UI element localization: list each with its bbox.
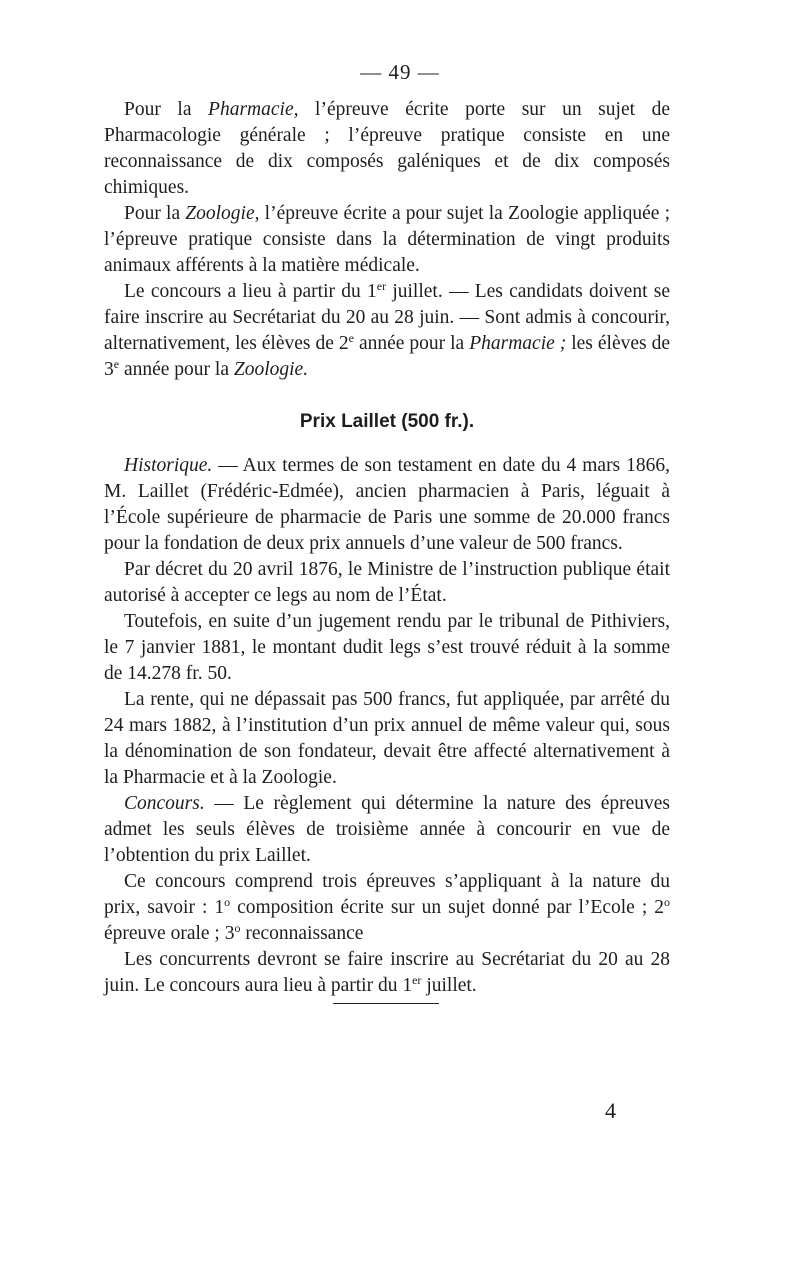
section-heading-prix-laillet: Prix Laillet (500 fr.). [299,411,475,432]
emphasis-zoologie: Zoologie, [185,203,260,224]
emphasis-concours: Concours. [124,793,205,814]
paragraph-pharmacie-epreuve: Pour la Pharmacie, l’épreuve écrite porte sur un sujet de Pharmacologie générale ; l’épreuve pratique consiste en une reconnaissance de dix composés galéniques et de dix composés chimiques. [104,99,670,198]
paragraph-concours-reglement: Concours. — Le règlement qui détermine la nature des épreuves admet les seuls élèves de troisième année à concourir en vue de l’obtention du prix Laillet. [104,793,670,866]
paragraph-jugement: Toutefois, en suite d’un jugement rendu par le tribunal de Pithiviers, le 7 janvier 1881, le montant dudit legs s’est trouvé réduit à la somme de 14.278 fr. 50. [104,611,670,684]
page-number: — 49 — [360,60,440,84]
paragraph-decret: Par décret du 20 avril 1876, le Ministre de l’instruction publique était autorisé à accepter ce legs au nom de l’État. [104,559,670,606]
paragraph-concours-dates: Le concours a lieu à partir du 1er juillet. — Les candidats doivent se faire inscrire au Secrétariat du 20 au 28 juin. — Sont admis à concourir, alternativement, les élèves de 2e année pour la Pharmacie ; les élèves de 3e année pour la Zoologie. [104,279,670,380]
horizontal-rule [333,1003,439,1004]
emphasis-pharmacie: Pharmacie, [208,99,299,120]
paragraph-rente: La rente, qui ne dépassait pas 500 francs, fut appliquée, par arrêté du 24 mars 1882, à l’institution d’un prix annuel de même valeur qui, sous la dénomination de son fondateur, devait être affecté alternativement à la Pharmacie et à la Zoologie. [104,689,670,788]
signature-mark: 4 [605,1098,616,1123]
paragraph-inscription: Les concurrents devront se faire inscrire au Secrétariat du 20 au 28 juin. Le concours aura lieu à partir du 1er juillet. [104,949,670,996]
paragraph-historique: Historique. — Aux termes de son testament en date du 4 mars 1866, M. Laillet (Frédéric-Edmée), ancien pharmacien à Paris, léguait à l’École supérieure de pharmacie de Paris une somme de 20.000 francs pour la fondation de deux prix annuels d’une valeur de 500 francs. [104,455,670,554]
paragraph-zoologie-epreuve: Pour la Zoologie, l’épreuve écrite a pour sujet la Zoologie appliquée ; l’épreuve pratique consiste dans la détermination de vingt produits animaux afférents à la matière médicale. [104,203,670,276]
body-text [104,97,670,999]
paragraph-epreuves: Ce concours comprend trois épreuves s’appliquant à la nature du prix, savoir : 1$^o$ composition écrite sur un sujet donné par l’Ecole ; 2$^o$ épreuve orale ; 3$^o$ reconnaissance [104,871,670,944]
emphasis-historique: Historique. [124,455,213,476]
